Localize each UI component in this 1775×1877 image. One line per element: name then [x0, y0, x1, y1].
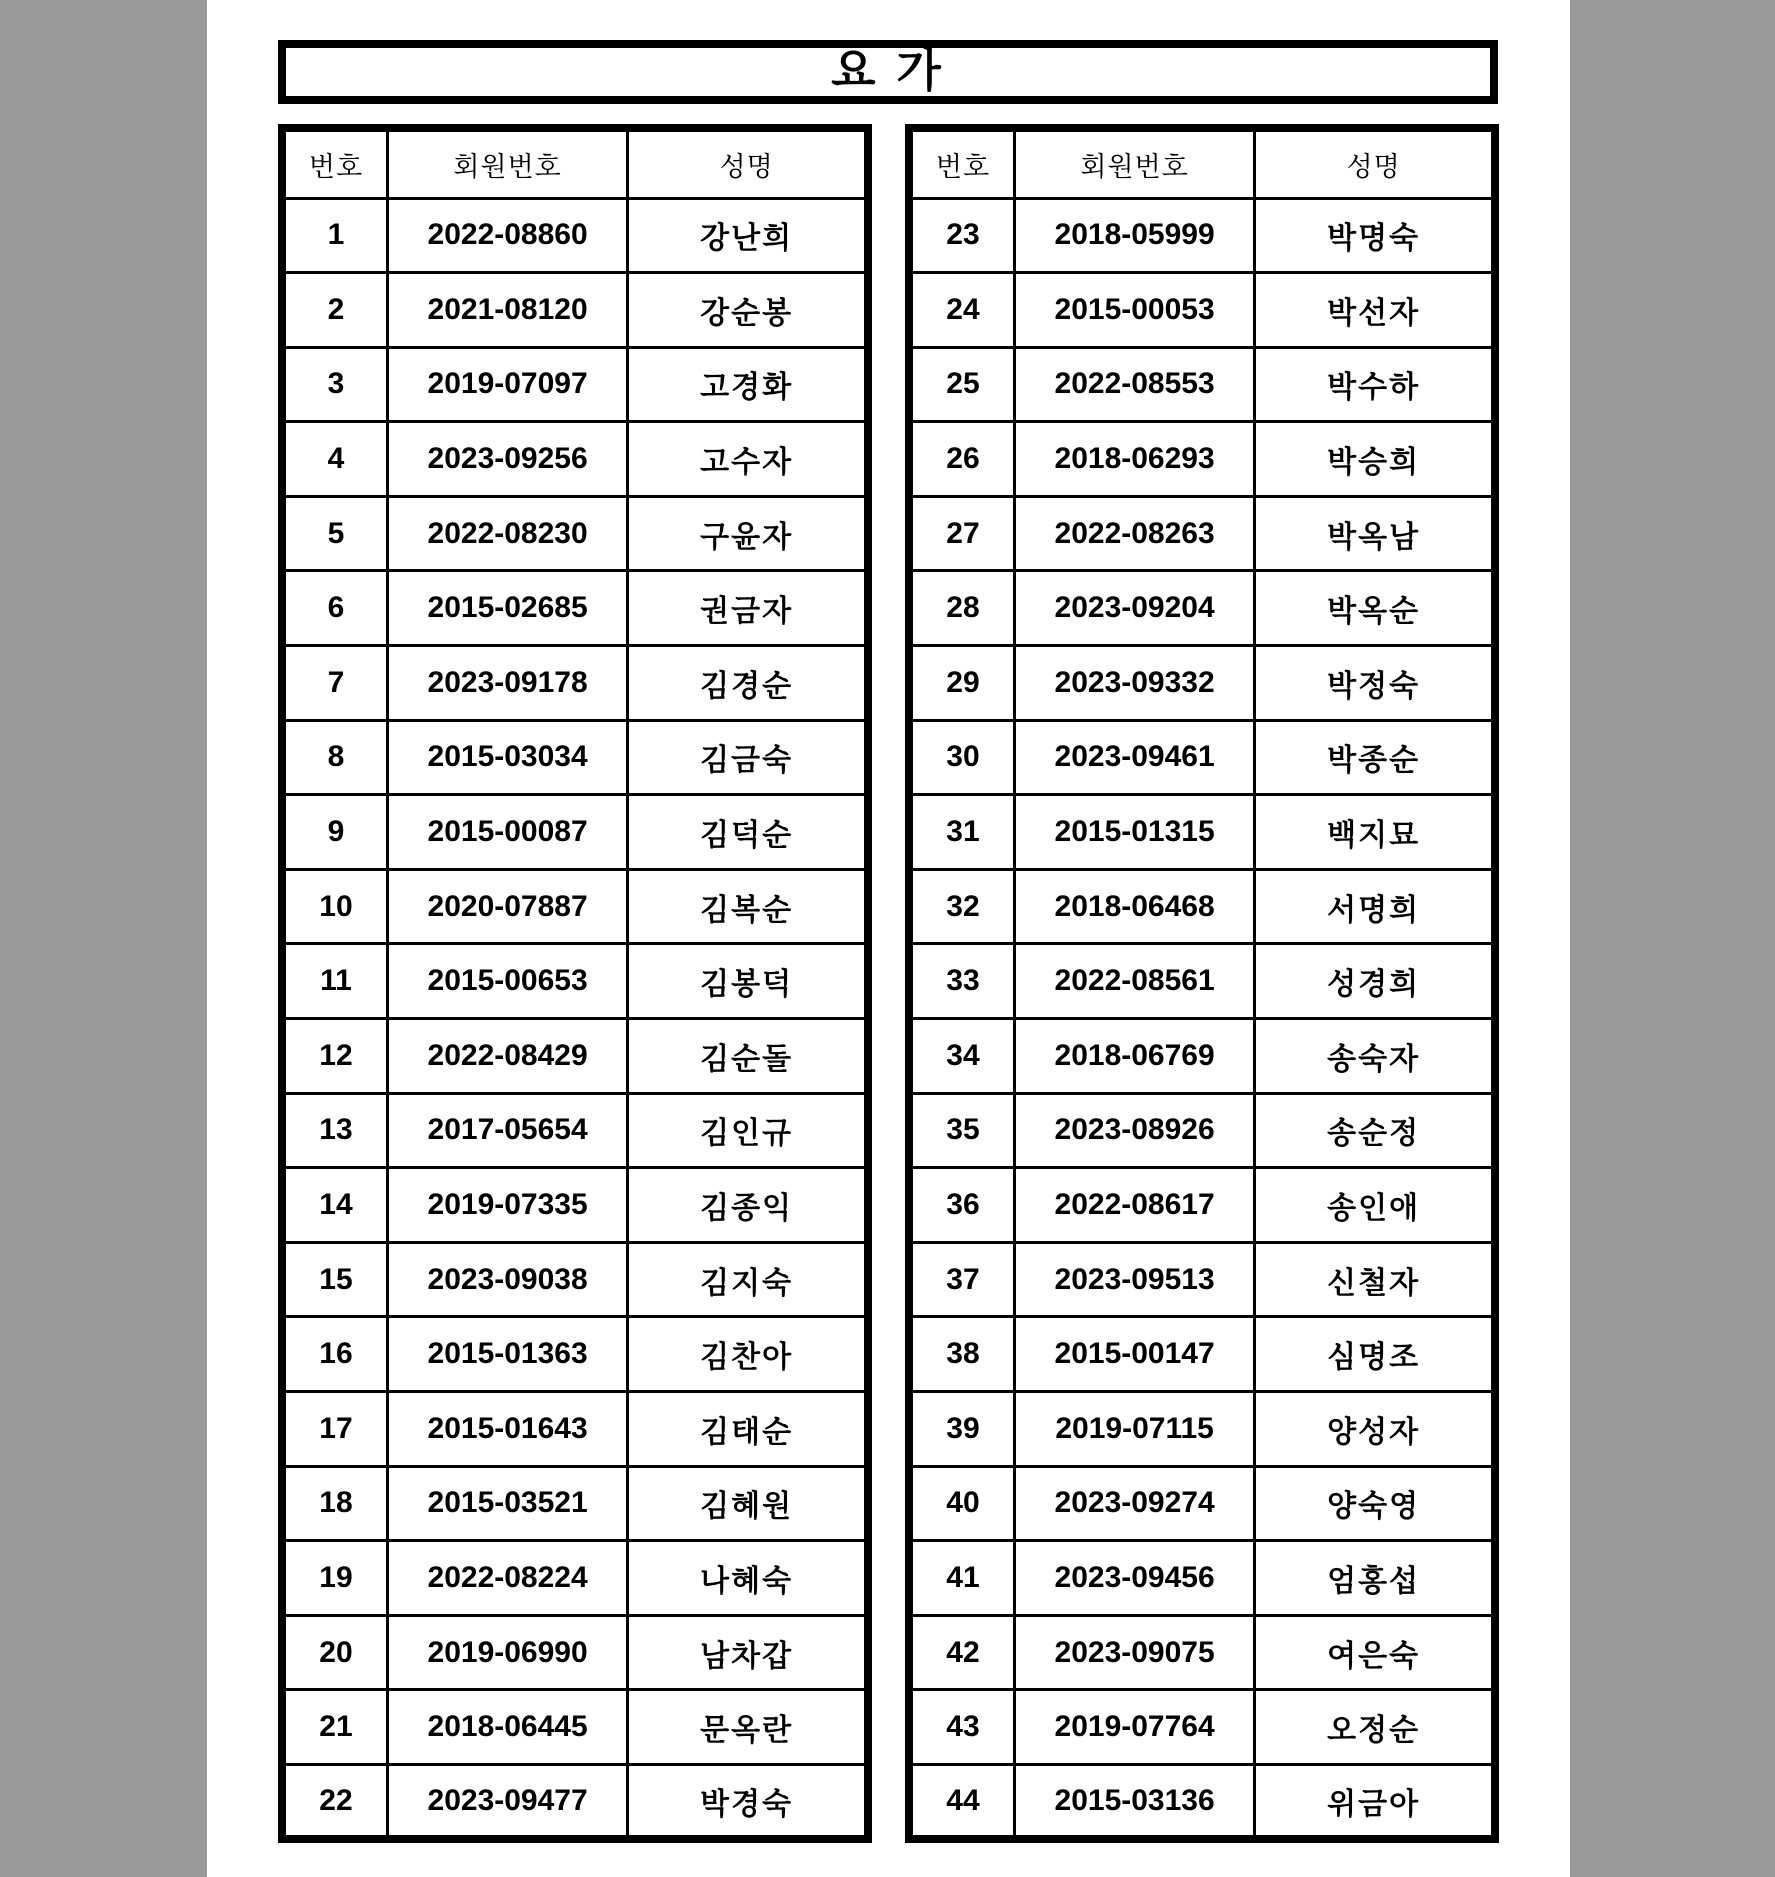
cell-member-id: 2015-00653	[387, 944, 627, 1019]
table-row	[909, 795, 1495, 870]
column-header-number: 번호	[282, 128, 387, 198]
cell-number: 20	[282, 1615, 387, 1690]
cell-name: 김종익	[628, 1168, 868, 1243]
cell-number: 29	[909, 646, 1014, 721]
cell-number: 33	[909, 944, 1014, 1019]
table-row	[282, 422, 868, 497]
cell-member-id: 2015-01315	[1014, 795, 1254, 870]
cell-number: 1	[282, 198, 387, 273]
cell-name: 문옥란	[628, 1690, 868, 1765]
cell-member-id: 2022-08230	[387, 496, 627, 571]
cell-member-id: 2019-07115	[1014, 1392, 1254, 1467]
table-row	[282, 1392, 868, 1467]
column-header-number: 번호	[909, 128, 1014, 198]
table-row	[909, 1317, 1495, 1392]
cell-member-id: 2023-09461	[1014, 720, 1254, 795]
table-row	[282, 720, 868, 795]
document-page	[207, 0, 1570, 1877]
roster-left-header	[282, 128, 868, 198]
cell-number: 17	[282, 1392, 387, 1467]
cell-member-id: 2023-09274	[1014, 1466, 1254, 1541]
table-row	[282, 1466, 868, 1541]
cell-number: 12	[282, 1019, 387, 1094]
cell-name: 송숙자	[1255, 1019, 1495, 1094]
cell-number: 30	[909, 720, 1014, 795]
cell-name: 강순봉	[628, 273, 868, 348]
table-row	[282, 571, 868, 646]
cell-member-id: 2018-05999	[1014, 198, 1254, 273]
cell-name: 박정숙	[1255, 646, 1495, 721]
cell-name: 고경화	[628, 347, 868, 422]
title-box	[278, 40, 1498, 104]
table-row	[909, 1019, 1495, 1094]
cell-number: 22	[282, 1764, 387, 1839]
table-row	[282, 1317, 868, 1392]
cell-name: 김덕순	[628, 795, 868, 870]
cell-number: 9	[282, 795, 387, 870]
cell-number: 40	[909, 1466, 1014, 1541]
column-header-name: 성명	[628, 128, 868, 198]
table-row	[282, 1242, 868, 1317]
cell-number: 4	[282, 422, 387, 497]
cell-name: 박경숙	[628, 1764, 868, 1839]
cell-name: 서명희	[1255, 869, 1495, 944]
cell-number: 13	[282, 1093, 387, 1168]
cell-name: 신철자	[1255, 1242, 1495, 1317]
roster-left-body	[282, 198, 868, 1839]
cell-member-id: 2023-09038	[387, 1242, 627, 1317]
cell-member-id: 2023-09513	[1014, 1242, 1254, 1317]
cell-member-id: 2023-09204	[1014, 571, 1254, 646]
table-row	[909, 1168, 1495, 1243]
cell-number: 10	[282, 869, 387, 944]
table-row	[282, 1690, 868, 1765]
cell-member-id: 2015-00053	[1014, 273, 1254, 348]
table-row	[282, 273, 868, 348]
cell-name: 나혜숙	[628, 1541, 868, 1616]
cell-number: 34	[909, 1019, 1014, 1094]
cell-name: 김경순	[628, 646, 868, 721]
cell-number: 7	[282, 646, 387, 721]
cell-member-id: 2019-07335	[387, 1168, 627, 1243]
cell-member-id: 2023-09178	[387, 646, 627, 721]
cell-member-id: 2023-09332	[1014, 646, 1254, 721]
table-row	[909, 422, 1495, 497]
cell-name: 남차갑	[628, 1615, 868, 1690]
cell-member-id: 2021-08120	[387, 273, 627, 348]
cell-name: 김금숙	[628, 720, 868, 795]
table-row	[909, 1093, 1495, 1168]
cell-name: 김봉덕	[628, 944, 868, 1019]
cell-number: 28	[909, 571, 1014, 646]
cell-name: 엄홍섭	[1255, 1541, 1495, 1616]
cell-member-id: 2023-09456	[1014, 1541, 1254, 1616]
cell-member-id: 2019-06990	[387, 1615, 627, 1690]
cell-name: 박종순	[1255, 720, 1495, 795]
cell-number: 37	[909, 1242, 1014, 1317]
cell-number: 11	[282, 944, 387, 1019]
cell-number: 8	[282, 720, 387, 795]
cell-member-id: 2018-06468	[1014, 869, 1254, 944]
table-row	[909, 646, 1495, 721]
table-row	[909, 496, 1495, 571]
cell-number: 44	[909, 1764, 1014, 1839]
cell-name: 양숙영	[1255, 1466, 1495, 1541]
roster-right-body	[909, 198, 1495, 1839]
table-row	[909, 1466, 1495, 1541]
table-row	[282, 496, 868, 571]
cell-member-id: 2018-06769	[1014, 1019, 1254, 1094]
cell-name: 김인규	[628, 1093, 868, 1168]
cell-member-id: 2020-07887	[387, 869, 627, 944]
cell-member-id: 2018-06293	[1014, 422, 1254, 497]
table-row	[282, 1541, 868, 1616]
cell-member-id: 2018-06445	[387, 1690, 627, 1765]
table-row	[282, 795, 868, 870]
table-row	[909, 1690, 1495, 1765]
cell-name: 박수하	[1255, 347, 1495, 422]
cell-number: 31	[909, 795, 1014, 870]
table-row	[909, 1541, 1495, 1616]
cell-number: 21	[282, 1690, 387, 1765]
table-row	[282, 1019, 868, 1094]
table-row	[282, 1764, 868, 1839]
cell-member-id: 2015-01363	[387, 1317, 627, 1392]
cell-name: 구윤자	[628, 496, 868, 571]
cell-name: 심명조	[1255, 1317, 1495, 1392]
cell-member-id: 2015-02685	[387, 571, 627, 646]
cell-number: 16	[282, 1317, 387, 1392]
table-row	[282, 347, 868, 422]
table-row	[282, 869, 868, 944]
cell-name: 여은숙	[1255, 1615, 1495, 1690]
cell-name: 박선자	[1255, 273, 1495, 348]
header-row	[282, 128, 868, 198]
cell-number: 14	[282, 1168, 387, 1243]
column-header-name: 성명	[1255, 128, 1495, 198]
table-row	[282, 1615, 868, 1690]
cell-member-id: 2015-03521	[387, 1466, 627, 1541]
page-title: 요 가	[831, 44, 945, 96]
cell-number: 26	[909, 422, 1014, 497]
cell-name: 박옥순	[1255, 571, 1495, 646]
cell-name: 김순돌	[628, 1019, 868, 1094]
table-row	[282, 198, 868, 273]
table-row	[282, 1168, 868, 1243]
table-row	[909, 1392, 1495, 1467]
table-row	[909, 347, 1495, 422]
cell-number: 2	[282, 273, 387, 348]
cell-name: 김혜원	[628, 1466, 868, 1541]
column-header-member-id: 회원번호	[1014, 128, 1254, 198]
cell-name: 김복순	[628, 869, 868, 944]
cell-member-id: 2022-08429	[387, 1019, 627, 1094]
cell-name: 김지숙	[628, 1242, 868, 1317]
cell-number: 5	[282, 496, 387, 571]
cell-number: 35	[909, 1093, 1014, 1168]
cell-member-id: 2015-00147	[1014, 1317, 1254, 1392]
cell-name: 위금아	[1255, 1764, 1495, 1839]
cell-number: 3	[282, 347, 387, 422]
cell-name: 박명숙	[1255, 198, 1495, 273]
cell-member-id: 2015-01643	[387, 1392, 627, 1467]
table-row	[909, 720, 1495, 795]
cell-member-id: 2023-09075	[1014, 1615, 1254, 1690]
roster-table-right	[905, 124, 1499, 1843]
cell-number: 15	[282, 1242, 387, 1317]
table-row	[909, 571, 1495, 646]
cell-member-id: 2017-05654	[387, 1093, 627, 1168]
cell-name: 백지묘	[1255, 795, 1495, 870]
cell-number: 36	[909, 1168, 1014, 1243]
cell-name: 김찬아	[628, 1317, 868, 1392]
table-row	[909, 198, 1495, 273]
cell-member-id: 2023-08926	[1014, 1093, 1254, 1168]
cell-number: 43	[909, 1690, 1014, 1765]
cell-name: 오정순	[1255, 1690, 1495, 1765]
cell-name: 성경희	[1255, 944, 1495, 1019]
table-row	[909, 1764, 1495, 1839]
table-row	[282, 646, 868, 721]
cell-number: 25	[909, 347, 1014, 422]
cell-name: 송인애	[1255, 1168, 1495, 1243]
cell-name: 고수자	[628, 422, 868, 497]
cell-member-id: 2015-03034	[387, 720, 627, 795]
cell-number: 24	[909, 273, 1014, 348]
roster-right-header	[909, 128, 1495, 198]
cell-member-id: 2019-07097	[387, 347, 627, 422]
cell-number: 41	[909, 1541, 1014, 1616]
cell-number: 19	[282, 1541, 387, 1616]
cell-member-id: 2019-07764	[1014, 1690, 1254, 1765]
table-row	[909, 869, 1495, 944]
cell-member-id: 2023-09477	[387, 1764, 627, 1839]
cell-name: 양성자	[1255, 1392, 1495, 1467]
cell-member-id: 2022-08263	[1014, 496, 1254, 571]
cell-member-id: 2015-03136	[1014, 1764, 1254, 1839]
header-row	[909, 128, 1495, 198]
cell-name: 권금자	[628, 571, 868, 646]
cell-member-id: 2022-08561	[1014, 944, 1254, 1019]
cell-number: 18	[282, 1466, 387, 1541]
cell-number: 39	[909, 1392, 1014, 1467]
roster-table-left	[278, 124, 872, 1843]
cell-name: 김태순	[628, 1392, 868, 1467]
cell-number: 32	[909, 869, 1014, 944]
cell-member-id: 2022-08860	[387, 198, 627, 273]
cell-name: 송순정	[1255, 1093, 1495, 1168]
cell-number: 27	[909, 496, 1014, 571]
cell-member-id: 2022-08553	[1014, 347, 1254, 422]
cell-name: 박승희	[1255, 422, 1495, 497]
cell-number: 42	[909, 1615, 1014, 1690]
table-row	[909, 1615, 1495, 1690]
cell-member-id: 2022-08224	[387, 1541, 627, 1616]
cell-member-id: 2015-00087	[387, 795, 627, 870]
cell-member-id: 2023-09256	[387, 422, 627, 497]
cell-name: 강난희	[628, 198, 868, 273]
cell-number: 6	[282, 571, 387, 646]
cell-number: 23	[909, 198, 1014, 273]
table-row	[282, 1093, 868, 1168]
table-row	[909, 1242, 1495, 1317]
cell-member-id: 2022-08617	[1014, 1168, 1254, 1243]
cell-number: 38	[909, 1317, 1014, 1392]
cell-name: 박옥남	[1255, 496, 1495, 571]
column-header-member-id: 회원번호	[387, 128, 627, 198]
table-row	[909, 944, 1495, 1019]
table-row	[282, 944, 868, 1019]
table-row	[909, 273, 1495, 348]
